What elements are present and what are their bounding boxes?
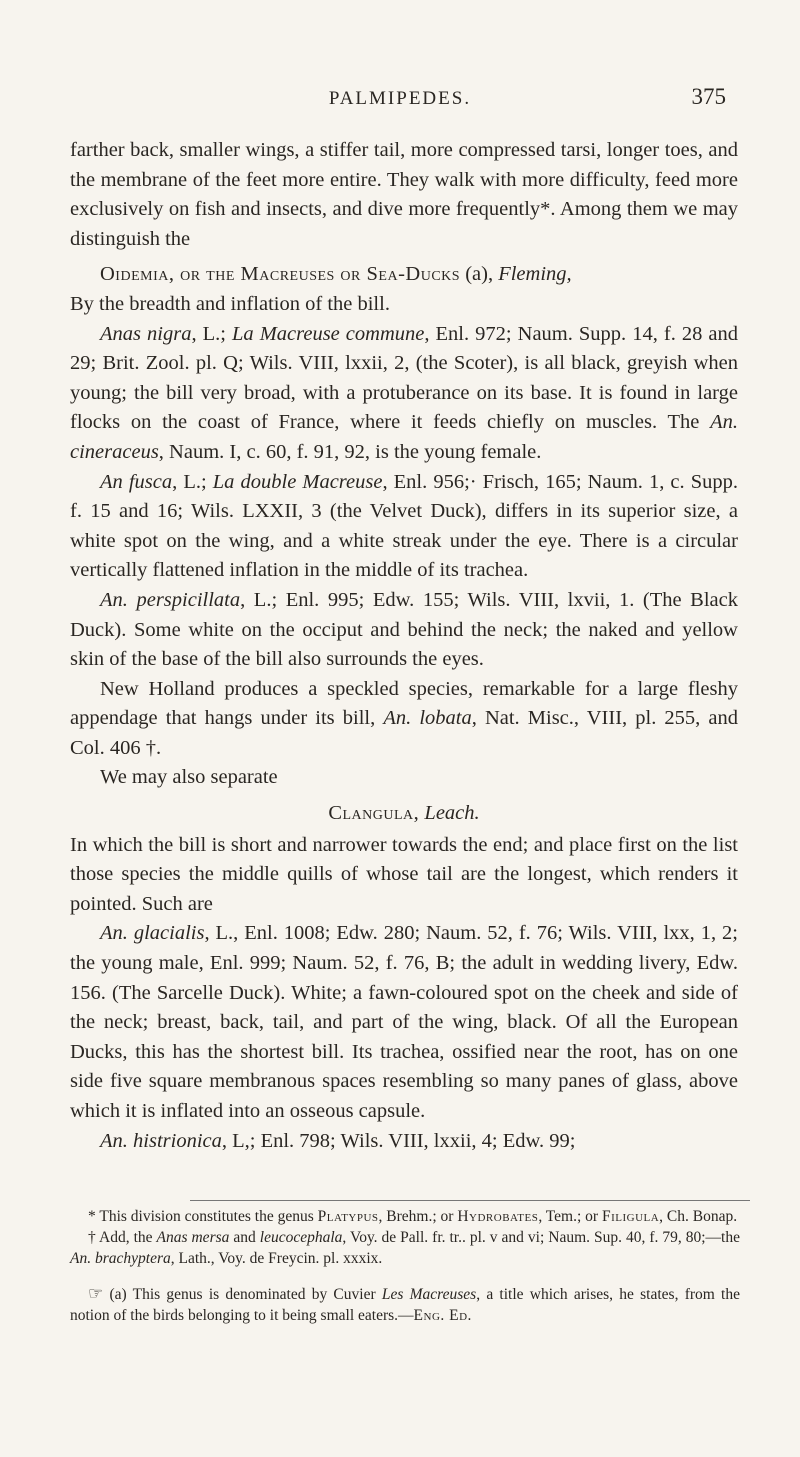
- species-name: leucocephala: [259, 1229, 343, 1246]
- species-perspicillata: [70, 586, 738, 675]
- text: * This division constitutes the genus: [88, 1208, 318, 1225]
- footnote-divider: [190, 1200, 750, 1201]
- genus-authority: Leach.: [424, 802, 480, 825]
- text: , Brehm.; or: [378, 1208, 458, 1225]
- species-name: Anas nigra: [100, 322, 192, 345]
- french-name: La Macreuse commune: [232, 322, 425, 345]
- species-name: An. histrionica: [100, 1129, 222, 1152]
- footnote-dagger: [70, 1227, 740, 1269]
- genus-heading-clangula: [70, 799, 738, 829]
- species-name: An. lobata: [383, 707, 472, 730]
- species-name: Anas mersa: [156, 1229, 230, 1246]
- french-name: La double Macreuse: [212, 470, 383, 493]
- footnote-star: [70, 1206, 740, 1227]
- genus-name: Hydrobates: [457, 1208, 539, 1225]
- species-lobata: [70, 675, 738, 764]
- editor-signature: Eng. Ed.: [413, 1307, 472, 1324]
- main-text: [70, 136, 738, 1156]
- species-nigra: [70, 320, 738, 468]
- genus-name: Filigula: [601, 1208, 660, 1225]
- pointing-hand-icon: ☞: [88, 1284, 104, 1303]
- footnotes: [70, 1206, 740, 1326]
- species-name: An fusca: [100, 470, 173, 493]
- paragraph-genus-character: By the breadth and inflation of the bill.: [70, 292, 390, 315]
- text: , a title which arises, he states, from the notion of the birds belonging to it being small eaters.—: [70, 1286, 740, 1324]
- species-name: An. perspicillata: [100, 588, 241, 611]
- text: † Add, the: [88, 1229, 157, 1246]
- text: , L.; Enl. 995; Edw. 155; Wils. VIII, lxvii, 1. (The Black Duck). Some white on the occiput and behind the neck; the naked and yellow skin of the base of the bill also surrounds the eyes.: [70, 588, 738, 671]
- species-name: An. brachyptera: [70, 1250, 171, 1267]
- paragraph-separate: We may also separate: [100, 766, 278, 789]
- text: , L,; Enl. 798; Wils. VIII, lxxii, 4; Edw. 99;: [221, 1129, 576, 1152]
- species-name: An. glacialis: [100, 922, 205, 945]
- page-number: 375: [691, 84, 726, 109]
- species-fusca: [70, 468, 738, 586]
- genus-name: Platypus: [317, 1208, 379, 1225]
- text: , Enl. 956;· Frisch, 165; Naum. 1, c. Supp. f. 15 and 16; Wils. LXXII, 3 (the Velvet Duck), differs in its superior size, a white spot on the wing, and a white streak under the eye. There is a circular vertically flattened inflation in the middle of its trachea.: [70, 470, 739, 582]
- text: , Ch. Bonap.: [659, 1208, 738, 1225]
- text: , L.;: [172, 470, 213, 493]
- text: , Voy. de Pall. fr. tr.. pl. v and vi; Naum. Sup. 40, f. 79, 80;—the: [342, 1229, 740, 1246]
- paragraph-intro: farther back, smaller wings, a stiffer tail, more compressed tarsi, longer toes, and the membrane of the feet more entire. They walk with more difficulty, feed more exclusively on fish and insects, and dive more frequently*. Among them we may distinguish the: [70, 139, 738, 250]
- running-head: PALMIPEDES.: [328, 88, 472, 109]
- footnote-editor: [70, 1283, 740, 1326]
- text: , L., Enl. 1008; Edw. 280; Naum. 52, f. 76; Wils. VIII, lxx, 1, 2; the young male, Enl. 999; Naum. 52, f. 76, B; the adult in wedding livery, Edw. 156. (The Sarcelle Duck). White; a fawn-coloured spot on the cheek and side of the neck; breast, back, tail, and part of the wing, black. Of all the European Ducks, this has the shortest bill. Its trachea, ossified near the root, has on one side five square membranous spaces resembling so many panes of glass, above which it is inflated into an osseous capsule.: [70, 922, 738, 1122]
- genus-name: Oidemia, or the Macreuses or Sea-Ducks: [100, 263, 461, 286]
- genus-heading-oidemia: [70, 260, 738, 290]
- species-histrionica: [70, 1127, 738, 1157]
- footnote-mark: (a),: [465, 263, 494, 286]
- text: , Tem.; or: [538, 1208, 602, 1225]
- text: (a) This genus is denominated by Cuvier: [103, 1286, 382, 1303]
- text: , L.;: [191, 322, 233, 345]
- text: , Naum. I, c. 60, f. 91, 92, is the young female.: [158, 440, 542, 463]
- genus-authority: Fleming,: [498, 263, 572, 286]
- page-header: [0, 84, 800, 114]
- paragraph-clangula-character: In which the bill is short and narrower towards the end; and place first on the list those species the middle quills of whose tail are the longest, which renders it pointed. Such are: [70, 833, 738, 915]
- species-name: An. cineraceus: [70, 411, 738, 463]
- species-glacialis: [70, 919, 738, 1126]
- text: , Lath., Voy. de Freycin. pl. xxxix.: [170, 1250, 383, 1267]
- french-name: Les Macreuses: [381, 1286, 477, 1303]
- text: , Enl. 972; Naum. Supp. 14, f. 28 and 29; Brit. Zool. pl. Q; Wils. VIII, lxxii, 2, (the Scoter), is all black, greyish when young; the bill very broad, with a protuberance on its base. It is found in large flocks on the coast of France, where it feeds chiefly on muscles. The: [70, 322, 739, 434]
- text: New Holland produces a speckled species, remarkable for a large fleshy appendage that hangs under its bill,: [70, 677, 738, 730]
- genus-name: Clangula,: [328, 802, 420, 825]
- text: , Nat. Misc., VIII, pl. 255, and Col. 406 †.: [70, 707, 738, 759]
- text: and: [229, 1229, 260, 1246]
